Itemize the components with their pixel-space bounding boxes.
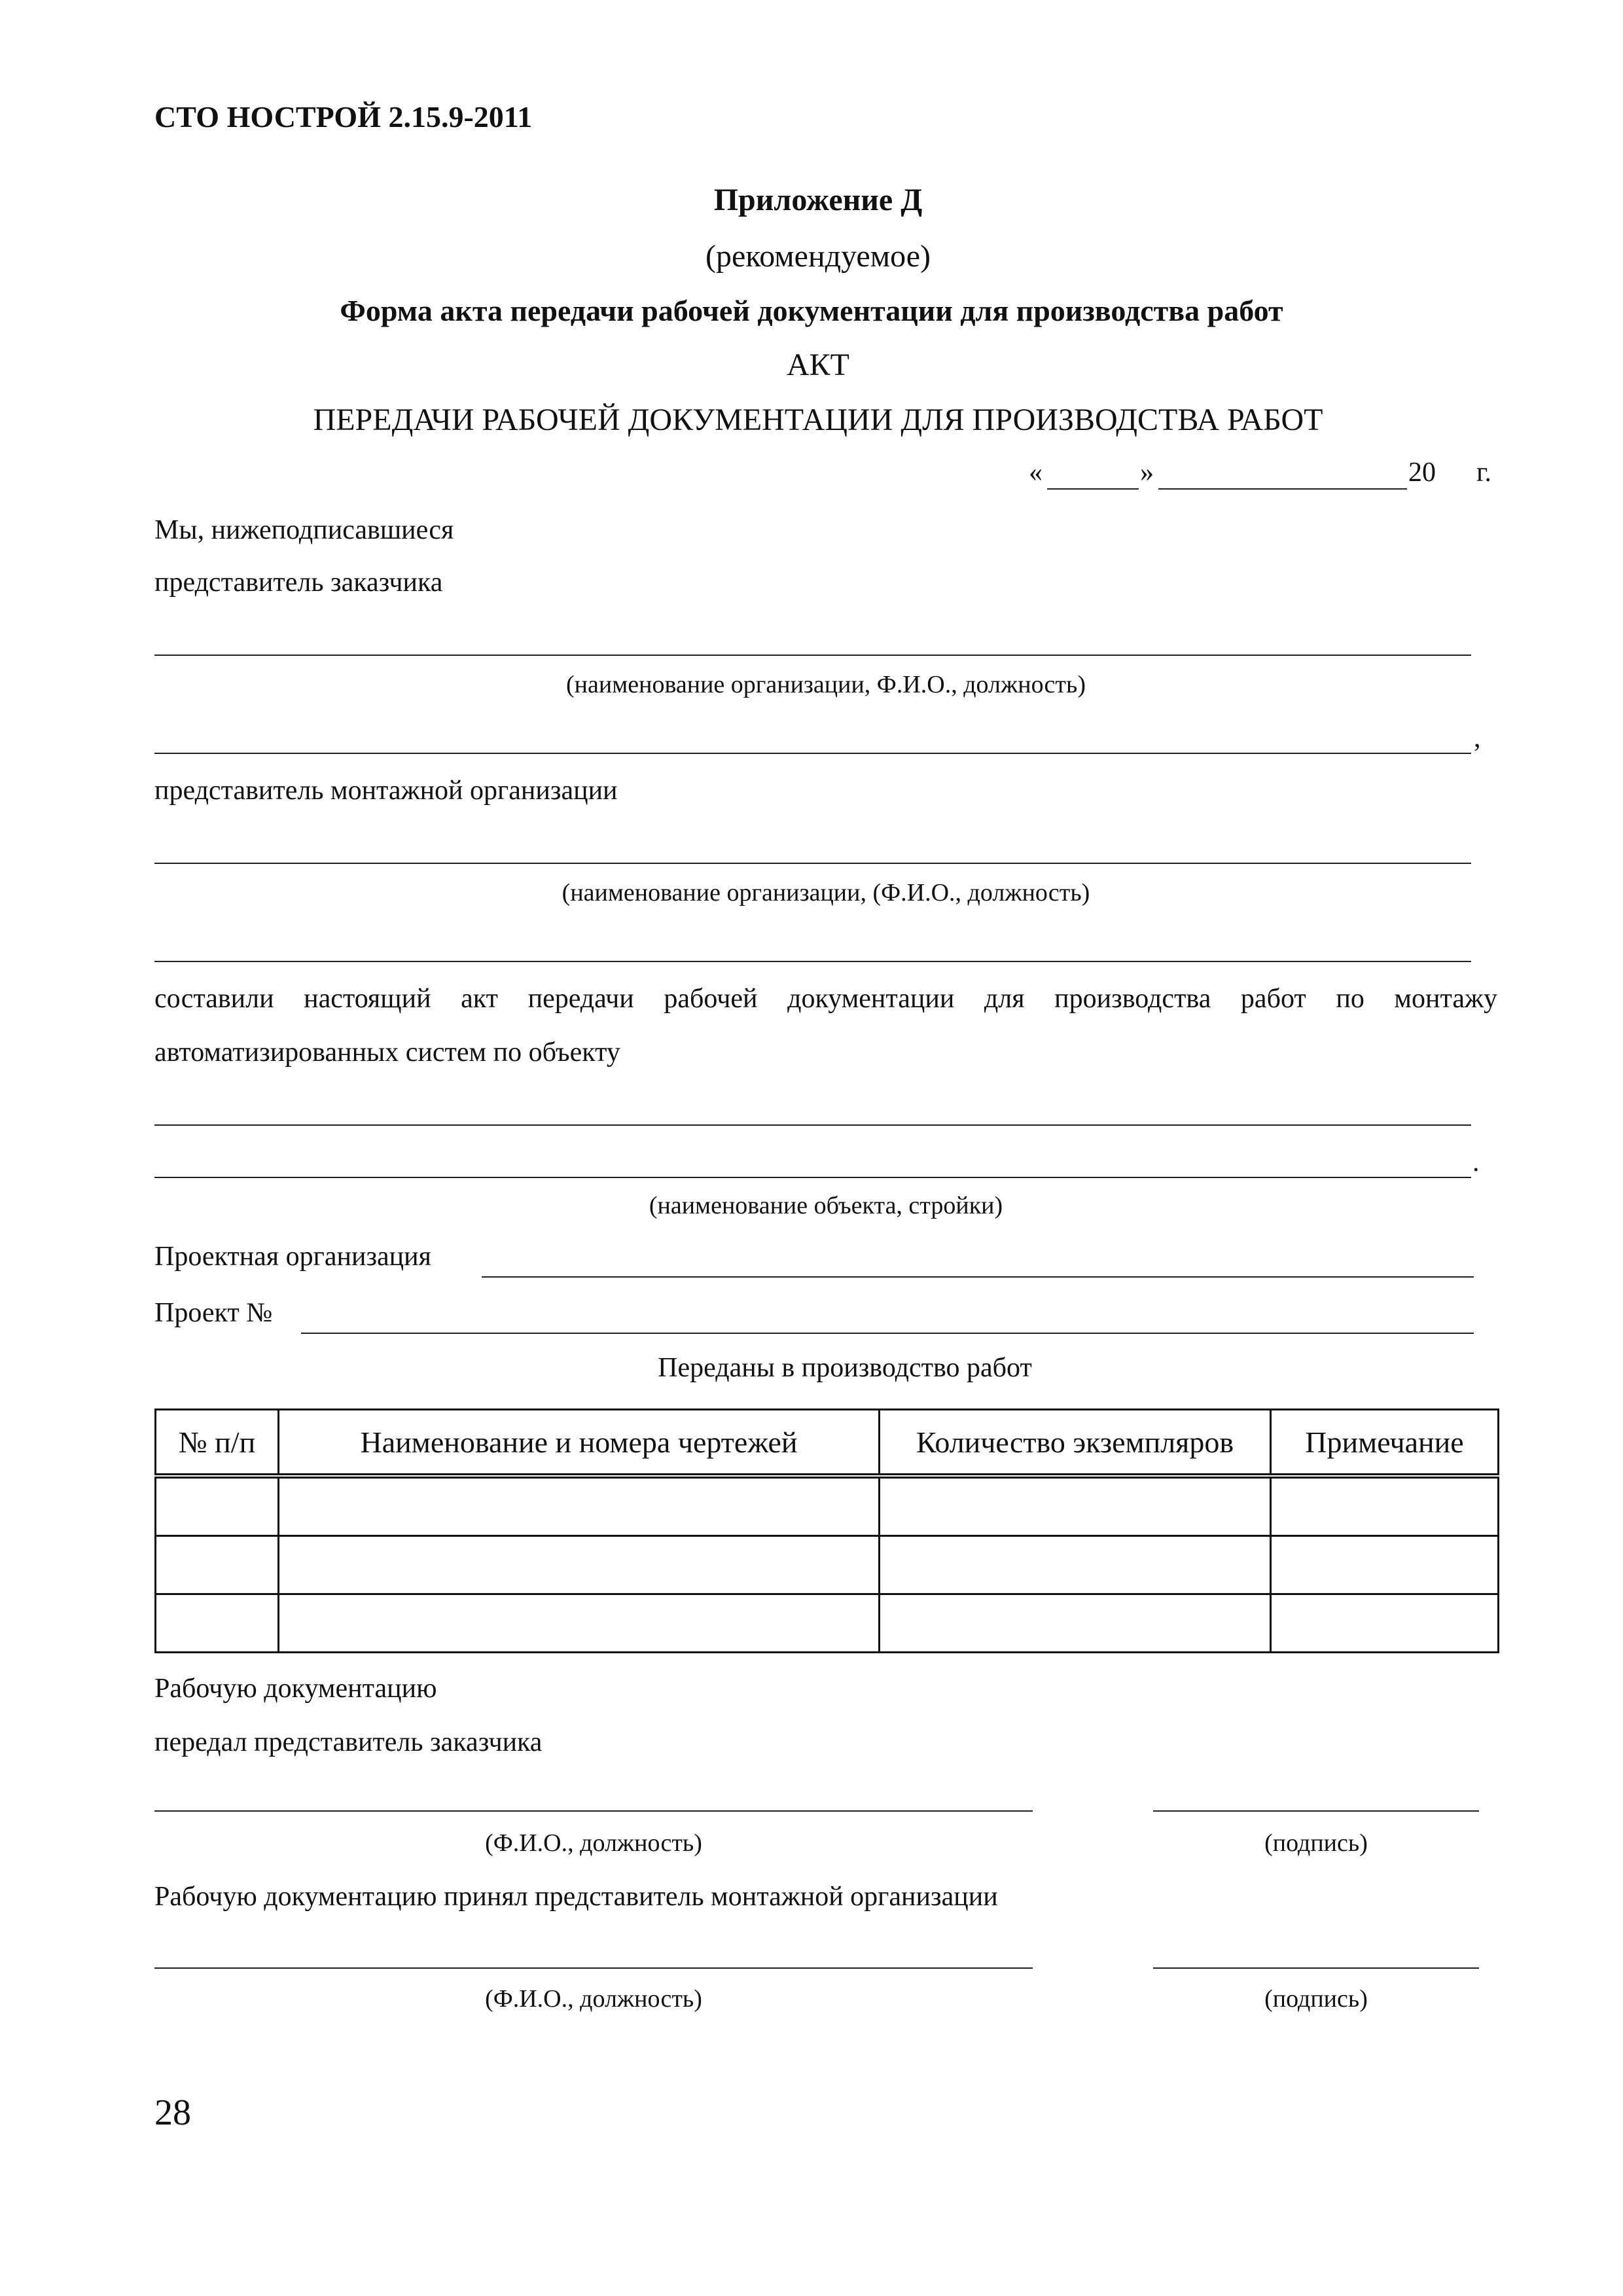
installer-caption: (наименование организации, (Ф.И.О., должность) xyxy=(562,879,1090,906)
cell-copies[interactable] xyxy=(880,1536,1271,1594)
design-org-label: Проектная организация xyxy=(154,1242,431,1272)
date-month-field[interactable] xyxy=(1158,488,1407,490)
comma: , xyxy=(1474,723,1481,753)
drawings-table xyxy=(154,1408,1499,1653)
intro-text: Мы, нижеподписавшиеся xyxy=(154,515,454,545)
appendix-title: Приложение Д xyxy=(713,183,923,217)
table-row xyxy=(156,1536,1499,1594)
handed-by-name-caption: (Ф.И.О., должность) xyxy=(485,1829,702,1857)
object-caption: (наименование объекта, стройки) xyxy=(649,1192,1003,1219)
project-no-label: Проект № xyxy=(154,1298,273,1328)
cell-number[interactable] xyxy=(156,1536,279,1594)
object-field-2[interactable] xyxy=(154,1177,1471,1178)
date-year-suffix: г. xyxy=(1476,457,1491,488)
cell-note[interactable] xyxy=(1271,1594,1499,1653)
date-day-field[interactable] xyxy=(1047,488,1139,490)
docs-label: Рабочую документацию xyxy=(154,1674,437,1704)
customer-org-field[interactable] xyxy=(154,655,1471,656)
date-open-quote: « xyxy=(1029,457,1043,488)
cell-number[interactable] xyxy=(156,1594,279,1653)
document-code: СТО НОСТРОЙ 2.15.9-2011 xyxy=(154,100,533,134)
cell-drawing-names[interactable] xyxy=(279,1594,880,1653)
project-no-field[interactable] xyxy=(301,1333,1474,1334)
act-title: АКТ xyxy=(787,348,849,382)
page-number: 28 xyxy=(154,2092,191,2133)
customer-caption: (наименование организации, Ф.И.О., должность) xyxy=(566,671,1086,698)
table-header-row xyxy=(156,1410,1499,1477)
installer-org-field[interactable] xyxy=(154,863,1471,864)
cell-copies[interactable] xyxy=(880,1594,1271,1653)
installer-rep-label: представитель монтажной организации xyxy=(154,776,618,806)
handed-by-signature-field[interactable] xyxy=(1153,1810,1479,1812)
date-year-prefix: 20 xyxy=(1408,457,1436,488)
table-row xyxy=(156,1476,1499,1536)
installer-org-field-2[interactable] xyxy=(154,961,1471,962)
accepted-by-signature-field[interactable] xyxy=(1153,1967,1479,1969)
cell-drawing-names[interactable] xyxy=(279,1476,880,1536)
design-org-field[interactable] xyxy=(482,1276,1474,1278)
transferred-heading: Переданы в производство работ xyxy=(658,1353,1032,1383)
header-drawing-names: Наименование и номера чертежей xyxy=(279,1410,880,1477)
handed-by-sign-caption: (подпись) xyxy=(1264,1829,1368,1857)
statement-line-1: составили настоящий акт передачи рабочей документации для производства работ по монтажу xyxy=(154,984,1497,1014)
accepted-by-label: Рабочую документацию принял представитель монтажной организации xyxy=(154,1882,998,1912)
cell-drawing-names[interactable] xyxy=(279,1536,880,1594)
table-row xyxy=(156,1594,1499,1653)
accepted-by-name-field[interactable] xyxy=(154,1967,1033,1969)
cell-copies[interactable] xyxy=(880,1476,1271,1536)
date-close-quote: » xyxy=(1140,457,1154,488)
period: . xyxy=(1472,1147,1480,1177)
header-copies: Количество экземпляров xyxy=(880,1410,1271,1477)
cell-note[interactable] xyxy=(1271,1536,1499,1594)
header-note: Примечание xyxy=(1271,1410,1499,1477)
accepted-by-sign-caption: (подпись) xyxy=(1264,1985,1368,2013)
header-number: № п/п xyxy=(156,1410,279,1477)
customer-rep-label: представитель заказчика xyxy=(154,567,443,598)
handed-by-label: передал представитель заказчика xyxy=(154,1727,543,1757)
statement-line-2: автоматизированных систем по объекту xyxy=(154,1037,620,1067)
cell-note[interactable] xyxy=(1271,1476,1499,1536)
appendix-status: (рекомендуемое) xyxy=(705,239,931,274)
object-field[interactable] xyxy=(154,1124,1471,1126)
customer-org-field-2[interactable] xyxy=(154,753,1471,754)
act-subtitle: ПЕРЕДАЧИ РАБОЧЕЙ ДОКУМЕНТАЦИИ ДЛЯ ПРОИЗВОДСТВА РАБОТ xyxy=(313,403,1323,437)
handed-by-name-field[interactable] xyxy=(154,1810,1033,1812)
accepted-by-name-caption: (Ф.И.О., должность) xyxy=(485,1985,702,2013)
form-title: Форма акта передачи рабочей документации для производства работ xyxy=(340,294,1283,327)
cell-number[interactable] xyxy=(156,1476,279,1536)
